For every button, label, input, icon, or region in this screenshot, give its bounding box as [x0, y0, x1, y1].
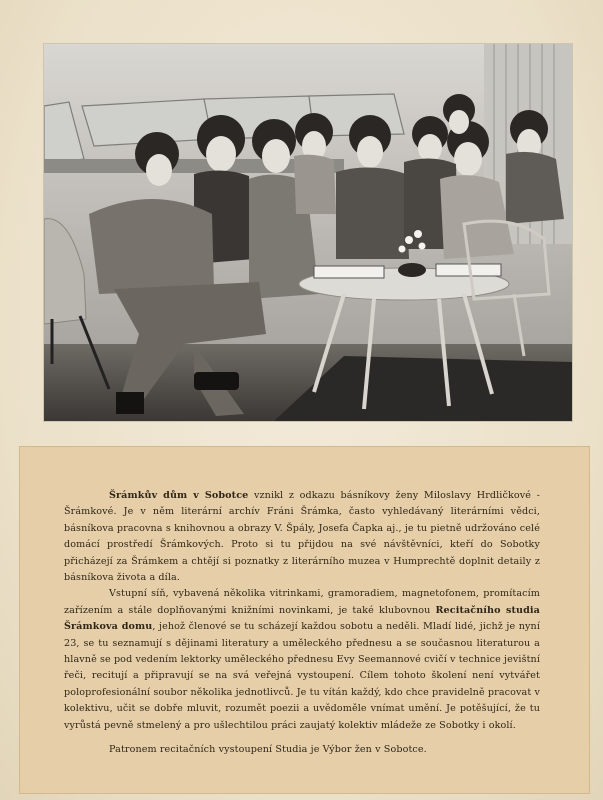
photograph-image — [44, 44, 572, 421]
paragraph-1-lead: Šrámkův dům v Sobotce — [109, 490, 249, 501]
paragraph-2-part-b: , jehož členové se tu scházejí každou sobotu a neděli. Mladí lidé, jichž je nyní 23, se tu seznamují s dějinami literatury a uměleckého přednesu a se současnou literaturou a hlavně se pod vedením lektorky uměleckého přednesu Evy Seemannové cvičí v technice jevištní řeči, recitují a připravují se na svá veřejná vystoupení. Cílem tohoto školení není vytvářet poloprofesionální soubor několika jednotlivců. Je tu vítán každý, kdo chce pravidelně pracovat v kolektivu, učit se dobře mluvit, rozumět poezii a uvědoměle vnímat umění. Je potěšující, že tu vyrůstá pevně stmelený a pro ušlechtilou práci zaujatý kolektiv mládeže ze Sobotky i okolí. — [64, 621, 540, 731]
paragraph-2-part-a: Vstupní síň, vybavená několika vitrinkami, gramoradiem, magnetofonem, promítacím zařízením a stále doplňovanými knižními novinkami, je také klubovnou — [64, 588, 540, 616]
studio-name: Recitačního studia Šrámkova domu — [64, 604, 540, 633]
article-text — [64, 488, 540, 759]
paragraph-1-body: vznikl z odkazu básníkovy ženy Miloslavy Hrdličkové - Šrámkové. Je v něm literární archív Fráni Šrámka, často vyhledávaný literárními vědci, básníkova pracovna s knihovnou a obrazy V. Špály, Josefa Čapka aj., je tu pietně udržováno celé domácí prostředí Šrámkových. Proto si tu přijdou na své návštěvníci, kteří do Sobotky přicházejí za Šrámkem a chtějí si poznatky z literárního muzea v Humprechtě doplnit detaily z básníkova života a díla. — [64, 490, 541, 584]
paragraph-1 — [64, 488, 540, 586]
paragraph-3: Patronem recitačních vystoupení Studia je Výbor žen v Sobotce. — [109, 744, 427, 756]
group-photograph — [44, 44, 572, 421]
paragraph-2 — [64, 586, 540, 734]
